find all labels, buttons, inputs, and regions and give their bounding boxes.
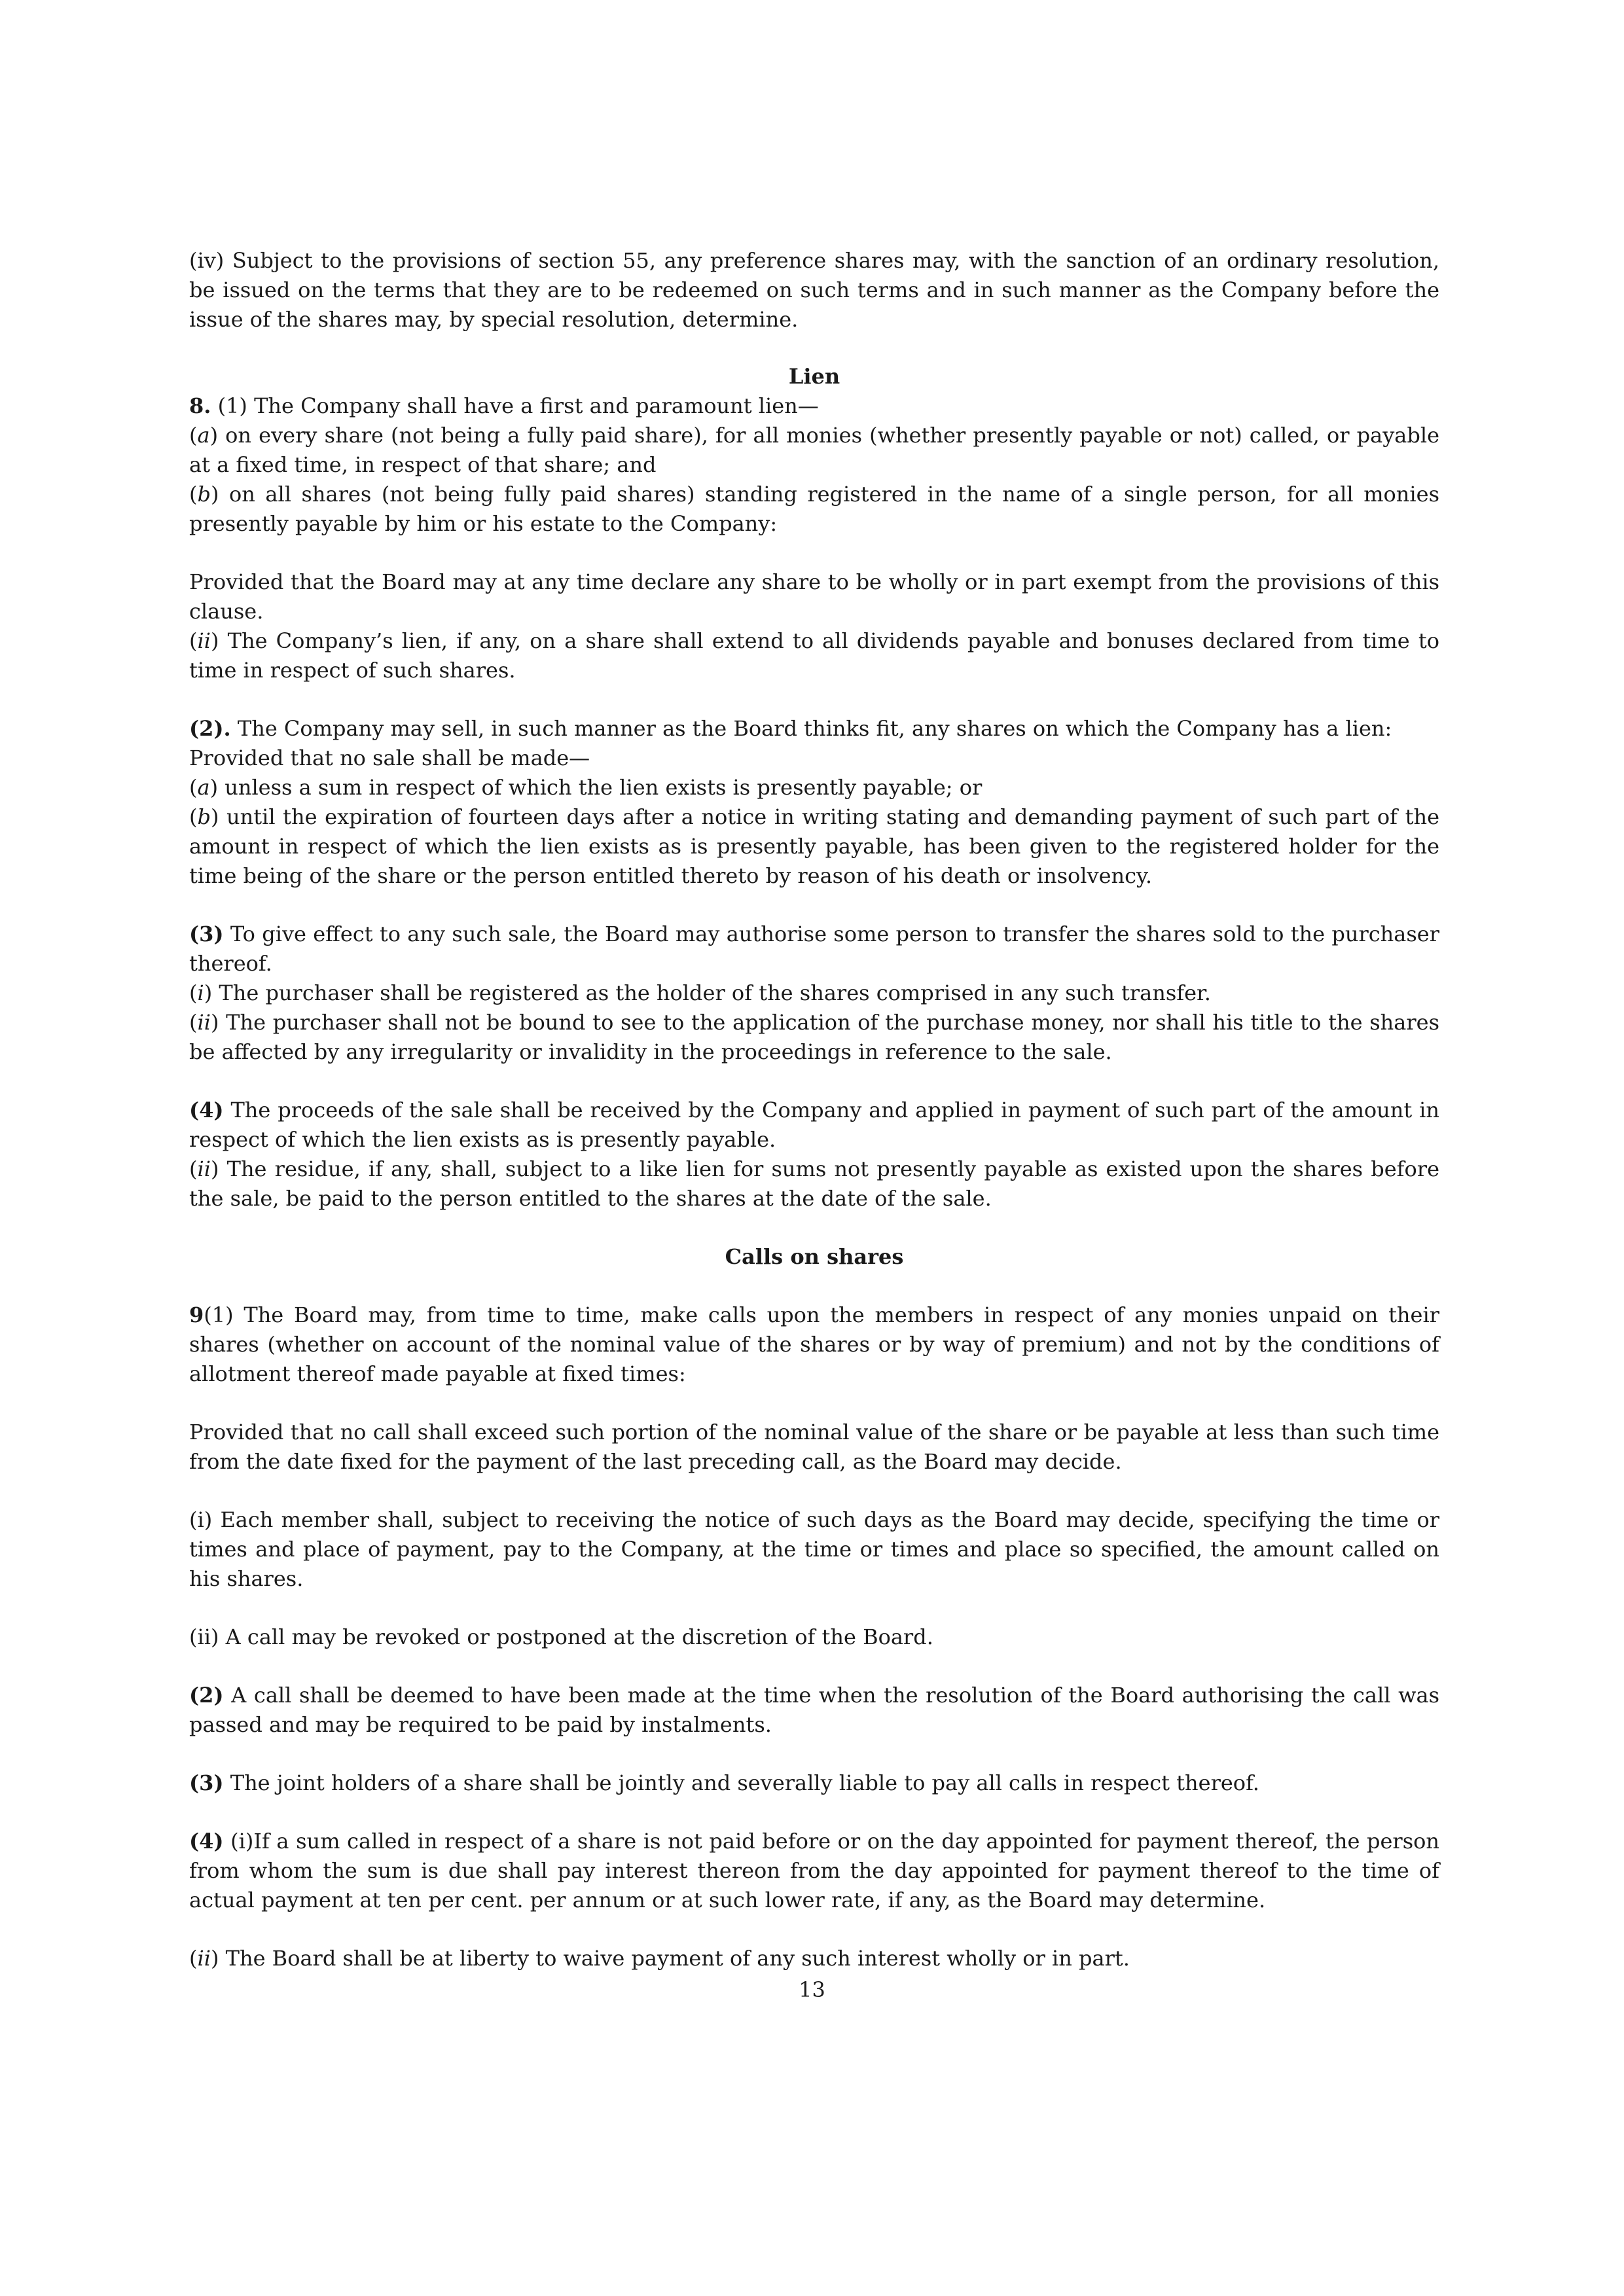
paragraph-8-3-i: (i) The purchaser shall be registered as the holder of the shares comprised in any such transfer. — [189, 980, 1211, 1005]
paragraph-8-4: (4) The proceeds of the sale shall be received by the Company and applied in payment of such part of the amount in respect of which the lien exists as is presently payable. — [189, 1098, 1439, 1152]
heading-calls-on-shares: Calls on shares — [725, 1244, 904, 1269]
paragraph-8-1: 8. (1) The Company shall have a first and paramount lien— — [189, 393, 819, 418]
paragraph-8-2: (2). The Company may sell, in such manner as the Board thinks fit, any shares on which the Company has a lien: — [189, 716, 1392, 741]
paragraph-iv-preference-shares: (iv) Subject to the provisions of section 55, any preference shares may, with the sanction of an ordinary resolution, be issued on the terms that they are to be redeemed on such terms and in such manner as the Company before the issue of the shares may, by special resolution, determine. — [189, 248, 1439, 332]
paragraph-8-proviso: Provided that the Board may at any time declare any share to be wholly or in part exempt from the provisions of this clause. — [189, 569, 1439, 624]
paragraph-9-4: (4) (i)If a sum called in respect of a share is not paid before or on the day appointed for payment thereof, the person from whom the sum is due shall pay interest thereon from the day appointed for payment thereof to the time of actual payment at ten per cent. per annum or at such lower rate, if any, as the Board may determine. — [189, 1829, 1439, 1912]
paragraph-9-3: (3) The joint holders of a share shall be jointly and severally liable to pay all calls in respect thereof. — [189, 1770, 1259, 1795]
paragraph-9-1: 9(1) The Board may, from time to time, make calls upon the members in respect of any monies unpaid on their shares (whether on account of the nominal value of the shares or by way of premium) and not by the conditions of allotment thereof made payable at fixed times: — [189, 1302, 1439, 1386]
paragraph-8-b: (b) on all shares (not being fully paid shares) standing registered in the name of a single person, for all monies presently payable by him or his estate to the Company: — [189, 482, 1439, 536]
paragraph-9-ii: (ii) A call may be revoked or postponed at the discretion of the Board. — [189, 1624, 933, 1649]
page-number: 13 — [799, 1977, 825, 2002]
paragraph-8-2-a: (a) unless a sum in respect of which the lien exists is presently payable; or — [189, 775, 983, 800]
paragraph-8-3: (3) To give effect to any such sale, the Board may authorise some person to transfer the shares sold to the purchaser thereof. — [189, 922, 1439, 976]
page-content — [189, 246, 1439, 1973]
paragraph-8-2-b: (b) until the expiration of fourteen days after a notice in writing stating and demanding payment of such part of the amount in respect of which the lien exists as is presently payable, has been given to the registered holder for the time being of the share or the person entitled thereto by reason of his death or insolvency. — [189, 804, 1439, 888]
paragraph-8-ii: (ii) The Company’s lien, if any, on a share shall extend to all dividends payable and bonuses declared from time to time in respect of such shares. — [189, 628, 1439, 683]
paragraph-9-4-ii: (ii) The Board shall be at liberty to waive payment of any such interest wholly or in part. — [189, 1946, 1130, 1971]
heading-lien: Lien — [788, 364, 840, 389]
paragraph-9-2: (2) A call shall be deemed to have been made at the time when the resolution of the Board authorising the call was passed and may be required to be paid by instalments. — [189, 1683, 1439, 1737]
paragraph-8-4-ii: (ii) The residue, if any, shall, subject to a like lien for sums not presently payable as existed upon the shares before the sale, be paid to the person entitled to the shares at the date of the sale. — [189, 1157, 1439, 1211]
paragraph-8-2-proviso: Provided that no sale shall be made— — [189, 745, 590, 770]
paragraph-9-proviso: Provided that no call shall exceed such portion of the nominal value of the share or be payable at less than such time from the date fixed for the payment of the last preceding call, as the Board may decide. — [189, 1420, 1439, 1474]
paragraph-8-3-ii: (ii) The purchaser shall not be bound to see to the application of the purchase money, nor shall his title to the shares be affected by any irregularity or invalidity in the proceedings in reference to the sale. — [189, 1010, 1439, 1064]
paragraph-8-a: (a) on every share (not being a fully paid share), for all monies (whether presently payable or not) called, or payable at a fixed time, in respect of that share; and — [189, 423, 1439, 477]
paragraph-9-i: (i) Each member shall, subject to receiving the notice of such days as the Board may decide, specifying the time or times and place of payment, pay to the Company, at the time or times and place so specified, the amount called on his shares. — [189, 1507, 1439, 1591]
clause-number: 8. — [189, 393, 211, 418]
